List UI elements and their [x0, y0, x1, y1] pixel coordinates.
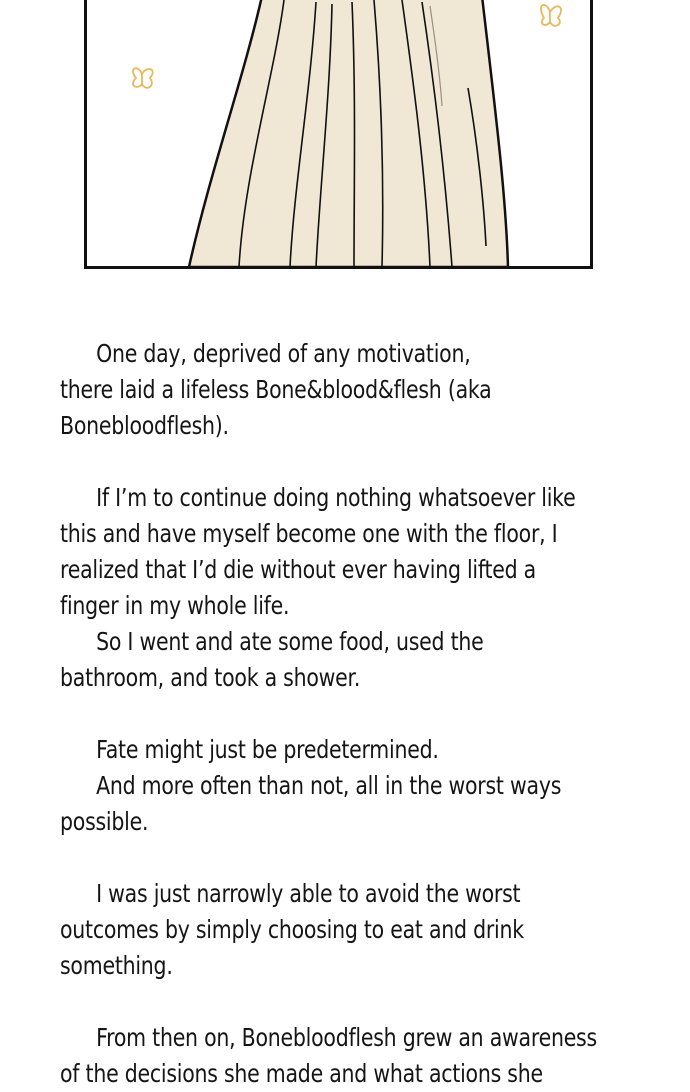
- paragraph-gap: [60, 840, 552, 876]
- story-line: possible.: [60, 807, 149, 836]
- story-text: [60, 336, 597, 1092]
- story-line: Fate might just be predetermined.: [96, 735, 439, 764]
- story-line: there laid a lifeless Bone&blood&flesh (aka: [60, 375, 492, 404]
- story-line: Bonebloodflesh).: [60, 411, 229, 440]
- story-line: something.: [60, 951, 173, 980]
- comic-panel: [84, 0, 593, 269]
- story-line: bathroom, and took a shower.: [60, 663, 361, 692]
- paragraph-gap: [60, 984, 552, 1020]
- story-line: I was just narrowly able to avoid the worst: [96, 879, 521, 908]
- paragraph-gap: [60, 444, 552, 480]
- story-line: outcomes by simply choosing to eat and drink: [60, 915, 524, 944]
- story-line: If I’m to continue doing nothing whatsoever like: [96, 483, 576, 512]
- story-line: One day, deprived of any motivation,: [96, 339, 471, 368]
- story-line: So I went and ate some food, used the: [96, 627, 484, 656]
- story-line: of the decisions she made and what actions she: [60, 1059, 543, 1088]
- story-line: finger in my whole life.: [60, 591, 290, 620]
- story-line: realized that I’d die without ever having lifted a: [60, 555, 536, 584]
- dress-illustration: [84, 0, 593, 269]
- story-line: this and have myself become one with the floor, I: [60, 519, 558, 548]
- paragraph-gap: [60, 696, 552, 732]
- story-line: And more often than not, all in the worst ways: [96, 771, 562, 800]
- story-line: From then on, Bonebloodflesh grew an awareness: [96, 1023, 597, 1052]
